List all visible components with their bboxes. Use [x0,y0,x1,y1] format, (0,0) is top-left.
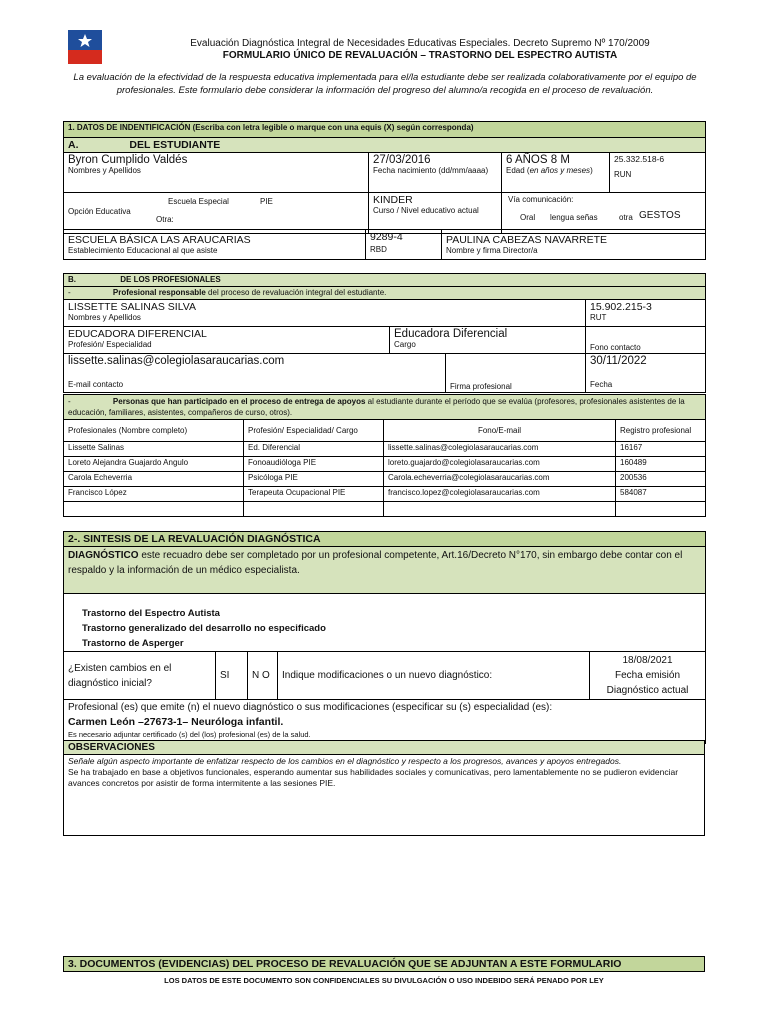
header-form-title: FORMULARIO ÚNICO DE REVALUACIÓN – TRASTORNO DEL ESPECTRO AUTISTA [222,50,618,61]
dob-value: 27/03/2016 [373,154,431,166]
diagnosis-date-label1: Fecha emisión [615,670,681,681]
table-row [64,487,706,502]
participant-name[interactable]: Francisco López [64,487,244,502]
section-1-table [63,121,706,234]
responsible-name-cell[interactable] [64,300,586,327]
phone-cell[interactable] [586,327,706,354]
student-name: Byron Cumplido Valdés [68,154,188,166]
issuer-cell[interactable] [64,700,706,744]
education-option-cell [64,193,369,234]
participant-email[interactable] [384,502,616,517]
comm-sign-option[interactable]: lengua señas [550,213,598,222]
table-row [64,472,706,487]
age-label-units: en años y meses [529,166,591,175]
rbd-value: 9289-4 [370,231,403,243]
participant-profession[interactable]: Fonoaudióloga PIE [244,457,384,472]
participant-name[interactable] [64,502,244,517]
government-logo [68,30,102,64]
responsible-rest: del proceso de revaluación integral del estudiante. [205,288,387,297]
director-label: Nombre y firma Director/a [446,246,538,255]
email-value: lissette.salinas@colegiolasaraucarias.com [68,355,285,367]
comm-other-option[interactable]: otra [619,213,633,222]
section-3-table [63,956,705,972]
diagnosis-option-tgd[interactable]: Trastorno generalizado del desarrollo no especificado [82,623,326,634]
col-header-name: Profesionales (Nombre completo) [64,420,244,442]
rbd-cell[interactable] [366,230,442,260]
diagnosis-date-cell[interactable] [590,652,706,700]
comm-oral-option[interactable]: Oral [520,213,536,222]
col-header-contact: Fono/E-mail [384,420,616,442]
student-name-cell[interactable] [64,153,369,193]
participant-email[interactable]: francisco.lopez@colegiolasaraucarias.com [384,487,616,502]
profession-cell[interactable] [64,327,390,354]
rbd-label: RBD [370,245,387,254]
intro-paragraph: La evaluación de la efectividad de la respuesta educativa implementada para el/la estudiante debe ser realizada colaborativamente por el equipo de profesionales. Este formulario debe considerar la información del progreso del alumno/a recogida en el proceso de revaluación. [73,72,697,96]
participants-rest: al estudiante durante el período que se evalúa (profesores, profesionales asistentes de la educación, familiares, asistentes, compañeros de curso, otros). [68,397,685,417]
course-value: KINDER [373,194,413,206]
cargo-label: Cargo [394,340,416,349]
section-2-title: 2-. SINTESIS DE LA REVALUACIÓN DIAGNÓSTICA [64,532,706,547]
diagnosis-option-asperger[interactable]: Trastorno de Asperger [82,638,184,649]
participant-registry[interactable]: 584087 [616,487,706,502]
school-label: Establecimiento Educacional al que asiste [68,246,218,255]
director-cell[interactable] [442,230,706,260]
option-other[interactable]: Otra: [156,215,174,224]
diagnosis-instructions [64,547,706,594]
cargo-value: Educadora Diferencial [394,328,508,340]
responsible-dash: - [68,288,71,297]
observations-text: Se ha trabajado en base a objetivos funcionales, esperando aumentar sus habilidades sociales y comunicativas, pero lamentablemente no se pudieron evidenciar avances concretos por asistir de forma intermitente a las sesiones PIE. [68,767,679,788]
professionals-letter: B. [68,275,76,284]
date-label: Fecha [590,380,613,389]
profession-label: Profesión/ Especialidad [68,340,152,349]
observations-table [63,740,705,836]
professionals-title: DE LOS PROFESIONALES [120,275,221,284]
diagnosis-bold: DIAGNÓSTICO [68,550,139,561]
participant-profession[interactable]: Ed. Diferencial [244,442,384,457]
participant-email[interactable]: loreto.guajardo@colegiolasaraucarias.com [384,457,616,472]
phone-label: Fono contacto [590,343,641,352]
communication-label: Vía comunicación: [508,195,574,204]
date-value: 30/11/2022 [590,355,647,367]
rut-value: 15.902.215-3 [590,301,652,313]
changes-yes[interactable]: SI [216,652,248,700]
professionals-table [63,273,706,393]
issuer-note: Es necesario adjuntar certificado (s) del (los) profesional (es) de la salud. [68,730,311,739]
option-special-school[interactable]: Escuela Especial [168,197,229,206]
option-pie[interactable]: PIE [260,197,273,206]
participant-name[interactable]: Lissette Salinas [64,442,244,457]
email-label: E-mail contacto [68,380,124,389]
age-label-start: Edad ( [506,166,530,175]
participant-profession[interactable] [244,502,384,517]
email-cell[interactable] [64,354,446,393]
age-cell[interactable] [502,153,610,193]
participants-bold: Personas que han participado en el proceso de entrega de apoyos [112,397,366,406]
comm-other-value: GESTOS [639,210,681,221]
signature-cell[interactable] [446,354,586,393]
section-1-title: 1. DATOS DE INDENTIFICACIÓN (Escriba con letra legible o marque con una equis (X) según corresponda) [64,122,706,138]
school-cell[interactable] [64,230,366,260]
responsible-name-label: Nombres y Apellidos [68,313,141,322]
course-cell[interactable] [369,193,502,234]
cargo-cell[interactable] [390,327,586,354]
school-name: ESCUELA BÁSICA LAS ARAUCARIAS [68,234,251,246]
observations-instructions: Señale algún aspecto importante de enfatizar respecto de los cambios en el diagnóstico y respecto a los progresos, avances y apoyos entregados. [68,756,622,766]
participant-name[interactable]: Carola Echeverria [64,472,244,487]
date-cell[interactable] [586,354,706,393]
age-label-end: ) [590,166,593,175]
header-decree: Evaluación Diagnóstica Integral de Necesidades Educativas Especiales. Decreto Supremo Nº 170/2009 [190,38,650,49]
issuer-prompt: Profesional (es) que emite (n) el nuevo diagnóstico o sus modificaciones (especificar su (s) especialidad (es): [68,702,553,713]
table-row [64,457,706,472]
school-table [63,229,706,260]
subheader-title: DEL ESTUDIANTE [129,139,221,151]
issuer-doctor: Carmen León –27673-1– Neuróloga infantil. [68,716,284,728]
changes-question: ¿Existen cambios en el diagnóstico inicial? [64,652,216,700]
participant-email[interactable]: lissette.salinas@colegiolasaraucarias.com [384,442,616,457]
observations-body[interactable] [64,755,705,836]
dob-cell[interactable] [369,153,502,193]
col-header-profession: Profesión/ Especialidad/ Cargo [244,420,384,442]
professionals-subheader [64,274,706,287]
run-value: 25.332.518-6 [614,154,665,164]
responsible-name: LISSETTE SALINAS SILVA [68,301,196,313]
signature-label: Firma profesional [450,382,512,391]
table-row [64,442,706,457]
responsible-row [64,287,706,300]
participant-registry[interactable] [616,502,706,517]
diagnosis-date-value: 18/08/2021 [622,655,673,666]
participant-email[interactable]: Carola.echeverria@colegiolasaraucarias.com [384,472,616,487]
course-label: Curso / Nivel educativo actual [373,206,479,215]
changes-no[interactable]: N O [248,652,278,700]
participants-table [63,394,706,517]
student-name-label: Nombres y Apellidos [68,166,141,175]
education-option-label: Opción Educativa [68,207,131,216]
participant-name[interactable]: Loreto Alejandra Guajardo Angulo [64,457,244,472]
participants-header [64,395,706,420]
participant-profession[interactable]: Terapeuta Ocupacional PIE [244,487,384,502]
run-cell[interactable] [610,153,706,193]
participant-registry[interactable]: 160489 [616,457,706,472]
diagnosis-date-label2: Diagnóstico actual [606,685,689,696]
rut-cell[interactable] [586,300,706,327]
col-header-registry: Registro profesional [616,420,706,442]
participant-registry[interactable]: 200536 [616,472,706,487]
section-2-table [63,531,706,744]
table-row [64,502,706,517]
diagnosis-option-tea[interactable]: Trastorno del Espectro Autista [82,608,220,619]
age-value: 6 AÑOS 8 M [506,154,570,166]
participant-registry[interactable]: 16167 [616,442,706,457]
participants-dash: - [68,397,71,406]
responsible-bold: Profesional responsable [112,288,206,297]
profession-value: EDUCADORA DIFERENCIAL [68,328,207,340]
run-label: RUN [614,170,632,179]
diagnosis-options [64,594,706,652]
participant-profession[interactable]: Psicóloga PIE [244,472,384,487]
modifications-prompt[interactable]: Indique modificaciones o un nuevo diagnóstico: [278,652,590,700]
diagnosis-rest: este recuadro debe ser completado por un profesional competente, Art.16/Decreto N°170, sin embargo debe contar con el respaldo y la información de un médico especialista. [68,550,683,576]
section-3-title: 3. DOCUMENTOS (EVIDENCIAS) DEL PROCESO DE REVALUACIÓN QUE SE ADJUNTAN A ESTE FORMULARIO [64,957,705,972]
observations-title: OBSERVACIONES [64,741,705,755]
student-subheader [64,138,706,153]
dob-label: Fecha nacimiento (dd/mm/aaaa) [373,166,489,175]
footer-confidentiality: LOS DATOS DE ESTE DOCUMENTO SON CONFIDENCIALES SU DIVULGACIÓN O USO INDEBIDO SERÁ PENADO POR LEY [164,976,604,985]
subheader-letter: A. [68,139,79,151]
director-name: PAULINA CABEZAS NAVARRETE [446,234,608,246]
communication-cell [502,193,706,234]
rut-label: RUT [590,313,607,322]
